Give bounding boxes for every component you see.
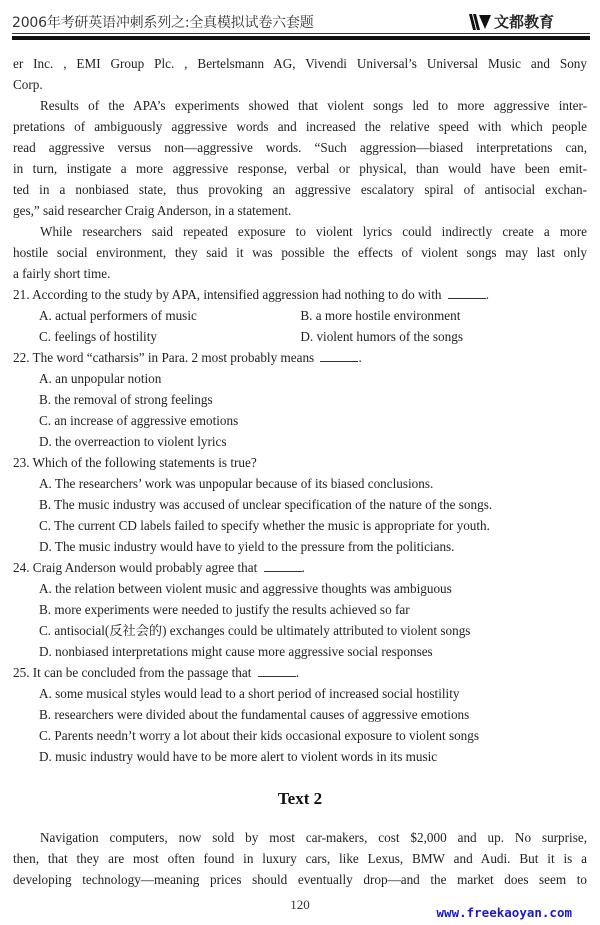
question-number: 23. [13,455,30,470]
passage-line: read aggressive versus non—aggressive words. “Such aggression—biased interpretations can, [13,140,587,155]
question-25 [13,662,587,767]
option-text: an increase of aggressive emotions [54,413,239,428]
passage-line: pretations of ambiguously aggressive words and increased the relative speed with which people [13,119,587,134]
option-b [13,494,587,515]
option-a [13,683,587,704]
passage-line: then, that they are most often found in luxury cars, like Lexus, BMW and Audi. But it is a [13,851,587,866]
passage-line: ges,” said researcher Craig Anderson, in a statement. [13,203,292,218]
question-text: The word “catharsis” in Para. 2 most probably means [32,350,315,365]
question-text: Which of the following statements is true? [32,455,257,470]
option-text: The music industry was accused of unclear specification of the nature of the songs. [54,497,493,512]
passage-line: Navigation computers, now sold by most car-makers, cost $2,000 and up. No surprise, [40,830,587,845]
option-text: The music industry would have to yield to the pressure from the politicians. [54,539,455,554]
question-stem [13,347,587,368]
option-label: D. [39,644,52,659]
question-stem [13,452,587,473]
passage-line: While researchers said repeated exposure to violent lyrics could indirectly create a more [40,224,587,239]
question-23 [13,452,587,557]
passage-line: Corp. [13,77,43,92]
option-text: the relation between violent music and aggressive thoughts was ambiguous [55,581,452,596]
option-d [300,326,587,347]
answer-blank [448,284,486,299]
option-b [13,389,587,410]
page-number: 120 [290,897,310,912]
passage-line: Results of the APA’s experiments showed that violent songs led to more aggressive inter- [40,98,587,113]
question-text: It can be concluded from the passage that [32,665,252,680]
option-label: D. [39,749,52,764]
question-stem [13,284,587,305]
option-b [13,599,587,620]
passage-line: er Inc. , EMI Group Plc. , Bertelsmann AG, Vivendi Universal’s Universal Music and Sony [13,56,587,71]
question-number: 22. [13,350,30,365]
passage-line: hostile social environment, they said it was possible the effects of violent songs may last only [13,245,587,260]
question-number: 24. [13,560,30,575]
option-c [13,410,587,431]
option-d [13,746,587,767]
option-text: violent humors of the songs [316,329,463,344]
option-a [13,473,587,494]
option-label: C. [39,728,52,743]
option-label: B. [39,497,52,512]
stem-end: . [295,665,299,680]
option-text: antisocial(反社会的) exchanges could be ultimately attributed to violent songs [54,623,471,638]
option-label: B. [300,308,313,323]
option-d [13,431,587,452]
answer-blank [258,662,296,677]
option-text: more experiments were needed to justify the results achieved so far [54,602,410,617]
option-label: A. [39,686,52,701]
option-label: B. [39,602,52,617]
option-text: music industry would have to be more alert to violent words in its music [55,749,438,764]
option-a [13,578,587,599]
logo-text: 文都教育 [493,13,554,31]
option-c [13,620,587,641]
option-d [13,641,587,662]
option-label: C. [39,329,52,344]
question-number: 25. [13,665,30,680]
stem-end: . [485,287,490,302]
header-title: 2006年考研英语冲刺系列之:全真模拟试卷六套题 [12,15,314,31]
option-text: actual performers of music [55,308,197,323]
option-label: C. [39,623,52,638]
option-text: The current CD labels failed to specify whether the music is appropriate for youth. [54,518,490,533]
question-stem [13,557,587,578]
answer-blank [264,557,302,572]
section-title-text2: Text 2 [277,789,323,808]
option-a [13,368,587,389]
option-c [13,326,300,347]
option-b [300,305,587,326]
option-text: researchers were divided about the fundamental causes of aggressive emotions [54,707,470,722]
option-text: The researchers’ work was unpopular because of its biased conclusions. [54,476,434,491]
option-text: an unpopular notion [55,371,162,386]
question-22 [13,347,587,452]
option-c [13,515,587,536]
option-c [13,725,587,746]
option-text: nonbiased interpretations might cause more aggressive social responses [55,644,433,659]
answer-blank [320,347,358,362]
passage-line: ted in a nonbiased state, thus provoking an aggressive escalatory spiral of antisocial exchan- [13,182,587,197]
question-text: Craig Anderson would probably agree that [32,560,258,575]
option-label: C. [39,518,52,533]
option-text: some musical styles would lead to a short period of increased social hostility [55,686,460,701]
option-row [13,326,587,347]
passage-text1 [13,53,587,284]
question-21 [13,284,587,347]
page-content [13,53,587,890]
option-label: D. [39,434,52,449]
watermark-link[interactable]: www.freekaoyan.com [436,905,572,920]
page-header [12,8,590,34]
option-b [13,704,587,725]
stem-end: . [301,560,305,575]
w-logo-icon [469,14,491,30]
question-stem [13,662,587,683]
stem-end: . [358,350,362,365]
option-text: feelings of hostility [54,329,157,344]
option-label: A. [39,308,52,323]
passage-text2 [13,827,587,890]
option-text: the removal of strong feelings [54,392,213,407]
option-text: a more hostile environment [315,308,461,323]
option-text: the overreaction to violent lyrics [55,434,227,449]
question-text: According to the study by APA, intensified aggression had nothing to do with [32,287,442,302]
passage-line: in turn, instigate a more aggressive response, verbal or physical, than would have been emit- [13,161,587,176]
option-label: B. [39,707,52,722]
passage-line: a fairly short time. [13,266,111,281]
question-24 [13,557,587,662]
publisher-logo [469,11,554,32]
header-rule-thin [12,33,590,34]
option-d [13,536,587,557]
passage-line: developing technology—meaning prices should eventually drop—and the market does seem to [13,872,587,887]
option-label: A. [39,371,52,386]
option-label: A. [39,581,52,596]
option-label: A. [39,476,52,491]
option-row [13,305,587,326]
option-label: C. [39,413,52,428]
question-number: 21. [13,287,30,302]
option-label: D. [39,539,52,554]
option-a [13,305,300,326]
header-rule-thick [12,36,590,40]
option-text: Parents needn’t worry a lot about their kids occasional exposure to violent songs [54,728,479,743]
option-label: D. [300,329,314,344]
option-label: B. [39,392,52,407]
